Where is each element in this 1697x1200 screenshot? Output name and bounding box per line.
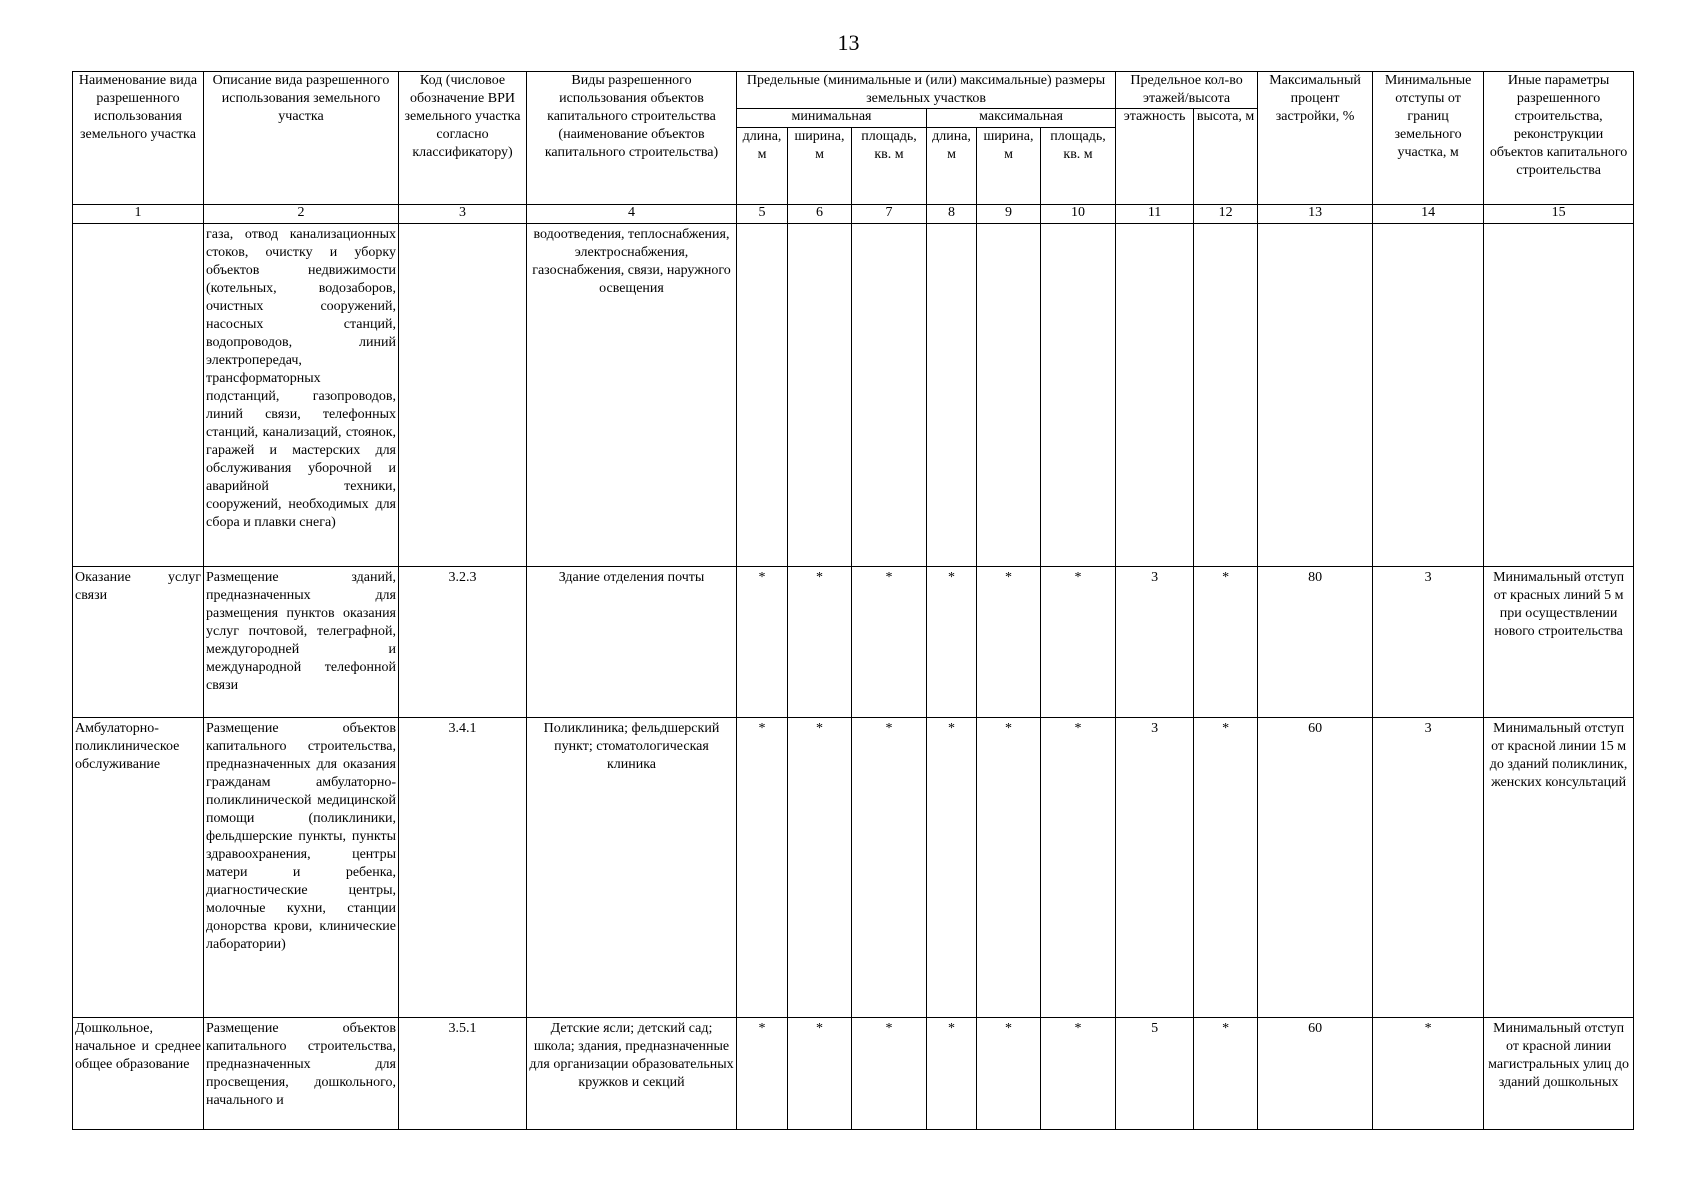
row-max-percent: 60 [1258,718,1373,1018]
row-height [1194,224,1258,567]
table-row [73,1018,1634,1130]
header-floors-group: Предельное кол-во этажей/высота [1116,72,1258,109]
column-number: 15 [1484,205,1634,224]
column-number: 8 [927,205,977,224]
row-floors [1116,224,1194,567]
row-min-length: * [737,567,788,718]
row-max-width: * [977,567,1041,718]
row-code [399,224,527,567]
column-number: 3 [399,205,527,224]
row-name: Оказание услуг связи [73,567,204,718]
header-max-group: максимальная [927,109,1116,128]
header-min-width: ширина, м [788,128,852,205]
row-description: Размещение объектов капитального строительства, предназначенных для просвещения, дошкольного, начального и [204,1018,399,1130]
header-min-length: длина, м [737,128,788,205]
header-floors: этажность [1116,109,1194,205]
row-min-width: * [788,1018,852,1130]
row-max-percent [1258,224,1373,567]
row-height: * [1194,718,1258,1018]
header-max-percent: Максимальный процент застройки, % [1258,72,1373,205]
row-min-offset: 3 [1373,567,1484,718]
row-objects: Поликлиника; фельдшерский пункт; стоматологическая клиника [527,718,737,1018]
column-number: 11 [1116,205,1194,224]
table-row [73,718,1634,1018]
header-other-params: Иные параметры разрешенного строительства, реконструкции объектов капитального строительства [1484,72,1634,205]
column-number-row [73,205,1634,224]
column-number: 2 [204,205,399,224]
column-number: 13 [1258,205,1373,224]
row-code: 3.2.3 [399,567,527,718]
row-min-length [737,224,788,567]
row-max-length: * [927,718,977,1018]
table-row [73,224,1634,567]
row-description: Размещение объектов капитального строительства, предназначенных для оказания гражданам амбулаторно-поликлинической медицинской помощи (поликлиники, фельдшерские пункты, пункты здравоохранения, центры матери и ребенка, диагностические центры, молочные кухни, станции донорства крови, клинические лаборатории) [204,718,399,1018]
row-max-area: * [1041,567,1116,718]
column-number: 9 [977,205,1041,224]
header-objects: Виды разрешенного использования объектов капитального строительства (наименование объектов капитального строительства) [527,72,737,205]
row-max-length: * [927,567,977,718]
row-floors: 3 [1116,718,1194,1018]
header-min-group: минимальная [737,109,927,128]
column-number: 6 [788,205,852,224]
row-floors: 3 [1116,567,1194,718]
row-other: Минимальный отступ от красной линии магистральных улиц до зданий дошкольных [1484,1018,1634,1130]
row-description: газа, отвод канализационных стоков, очистку и уборку объектов недвижимости (котельных, водозаборов, очистных сооружений, насосных станций, водопроводов, линий электропередач, трансформаторных подстанций, газопроводов, линий связи, телефонных станций, канализаций, стоянок, гаражей и мастерских для обслуживания уборочной и аварийной техники, сооружений, необходимых для сбора и плавки снега) [204,224,399,567]
row-max-width [977,224,1041,567]
row-min-width [788,224,852,567]
row-max-length [927,224,977,567]
row-max-percent: 80 [1258,567,1373,718]
row-min-area: * [852,1018,927,1130]
row-min-area [852,224,927,567]
row-height: * [1194,567,1258,718]
row-name: Амбулаторно-поликлиническое обслуживание [73,718,204,1018]
row-min-area: * [852,718,927,1018]
row-other: Минимальный отступ от красной линии 15 м до зданий поликлиник, женских консультаций [1484,718,1634,1018]
row-max-width: * [977,1018,1041,1130]
row-code: 3.5.1 [399,1018,527,1130]
row-objects: Детские ясли; детский сад; школа; здания, предназначенные для организации образовательных кружков и секций [527,1018,737,1130]
column-number: 1 [73,205,204,224]
row-objects: Здание отделения почты [527,567,737,718]
column-number: 5 [737,205,788,224]
header-min-offset: Минимальные отступы от границ земельного участка, м [1373,72,1484,205]
header-min-area: площадь, кв. м [852,128,927,205]
row-max-area: * [1041,718,1116,1018]
row-min-width: * [788,718,852,1018]
header-max-length: длина, м [927,128,977,205]
column-number: 7 [852,205,927,224]
row-max-area: * [1041,1018,1116,1130]
header-name: Наименование вида разрешенного использования земельного участка [73,72,204,205]
table-row [73,567,1634,718]
header-max-area: площадь, кв. м [1041,128,1116,205]
row-name: Дошкольное, начальное и среднее общее образование [73,1018,204,1130]
row-name [73,224,204,567]
row-min-offset: 3 [1373,718,1484,1018]
header-code: Код (числовое обозначение ВРИ земельного участка согласно классификатору) [399,72,527,205]
header-description: Описание вида разрешенного использования земельного участка [204,72,399,205]
row-min-width: * [788,567,852,718]
column-number: 14 [1373,205,1484,224]
row-floors: 5 [1116,1018,1194,1130]
header-height: высота, м [1194,109,1258,205]
column-number: 10 [1041,205,1116,224]
row-other [1484,224,1634,567]
header-sizes-group: Предельные (минимальные и (или) максимальные) размеры земельных участков [737,72,1116,109]
row-min-area: * [852,567,927,718]
column-number: 12 [1194,205,1258,224]
row-min-length: * [737,1018,788,1130]
column-number: 4 [527,205,737,224]
row-max-width: * [977,718,1041,1018]
row-max-length: * [927,1018,977,1130]
row-description: Размещение зданий, предназначенных для размещения пунктов оказания услуг почтовой, телеграфной, междугородней и международной телефонной связи [204,567,399,718]
row-max-area [1041,224,1116,567]
row-min-offset [1373,224,1484,567]
row-max-percent: 60 [1258,1018,1373,1130]
row-min-length: * [737,718,788,1018]
row-height: * [1194,1018,1258,1130]
zoning-parameters-table [72,71,1634,1130]
row-code: 3.4.1 [399,718,527,1018]
page-number: 13 [837,30,860,55]
row-objects: водоотведения, теплоснабжения, электроснабжения, газоснабжения, связи, наружного освещения [527,224,737,567]
row-other: Минимальный отступ от красных линий 5 м при осуществлении нового строительства [1484,567,1634,718]
row-min-offset: * [1373,1018,1484,1130]
header-max-width: ширина, м [977,128,1041,205]
